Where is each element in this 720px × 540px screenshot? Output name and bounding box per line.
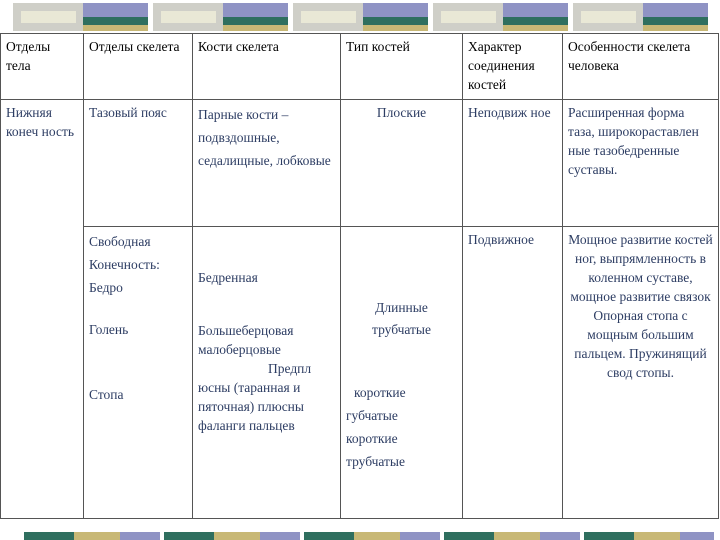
deco-block (584, 532, 714, 540)
features-cell: Расширенная форма таза, широкораставлен ные тазобедренные суставы. (563, 100, 719, 227)
foot-label: Стопа (89, 387, 124, 402)
thigh-bone-text: Бедренная (198, 270, 258, 285)
deco-block (573, 3, 708, 31)
type-short-3: короткие (346, 431, 398, 446)
free-limb-label: Свободная Конечность: (89, 234, 160, 272)
type-short-4: трубчатые (346, 454, 405, 469)
thigh-label: Бедро (89, 280, 123, 295)
header-cell: Отделы скелета (84, 34, 193, 100)
deco-block (433, 3, 568, 31)
type-short-2: губчатые (346, 408, 398, 423)
free-limb-cell (84, 227, 193, 519)
table-row (1, 100, 719, 227)
deco-block (164, 532, 300, 540)
skeleton-part-cell: Тазовый пояс (84, 100, 193, 227)
header-cell: Особенности скелета человека (563, 34, 719, 100)
deco-block (444, 532, 580, 540)
top-decorative-band (0, 0, 720, 32)
bottom-decorative-band (0, 528, 720, 540)
deco-block (293, 3, 428, 31)
limb-bone-type-cell (341, 227, 463, 519)
shin-bones-text: Большеберцовая малоберцовые (198, 323, 294, 357)
body-part-cell: Нижняя конеч ность (1, 100, 84, 519)
shin-label: Голень (89, 322, 129, 337)
bone-type-cell: Плоские (341, 100, 463, 227)
table-row (1, 227, 719, 519)
header-cell: Характер соединения костей (463, 34, 563, 100)
joint-cell: Неподвиж ное (463, 100, 563, 227)
limb-features-cell: Мощное развитие костей ног, выпрямленность в коленном суставе, мощное развитие связок Опорная стопа с мощным большим пальцем. Пружинящий свод стопы. (563, 227, 719, 519)
deco-block (13, 3, 148, 31)
limb-bones-cell (193, 227, 341, 519)
deco-block (153, 3, 288, 31)
header-cell: Тип костей (341, 34, 463, 100)
table-header-row (1, 34, 719, 100)
header-cell: Кости скелета (193, 34, 341, 100)
header-cell: Отделы тела (1, 34, 84, 100)
limb-joint-cell: Подвижное (463, 227, 563, 519)
deco-block (24, 532, 160, 540)
deco-block (304, 532, 440, 540)
type-long-a: Длинные (375, 300, 428, 315)
type-short-1: короткие (354, 385, 406, 400)
skeleton-table (0, 33, 719, 519)
foot-bones-text: Предпл юсны (таранная и пяточная) плюсны фаланги пальцев (198, 361, 312, 433)
bones-cell: Парные кости – подвздошные, седалищные, лобковые (193, 100, 341, 227)
type-long-b: трубчатые (372, 322, 431, 337)
